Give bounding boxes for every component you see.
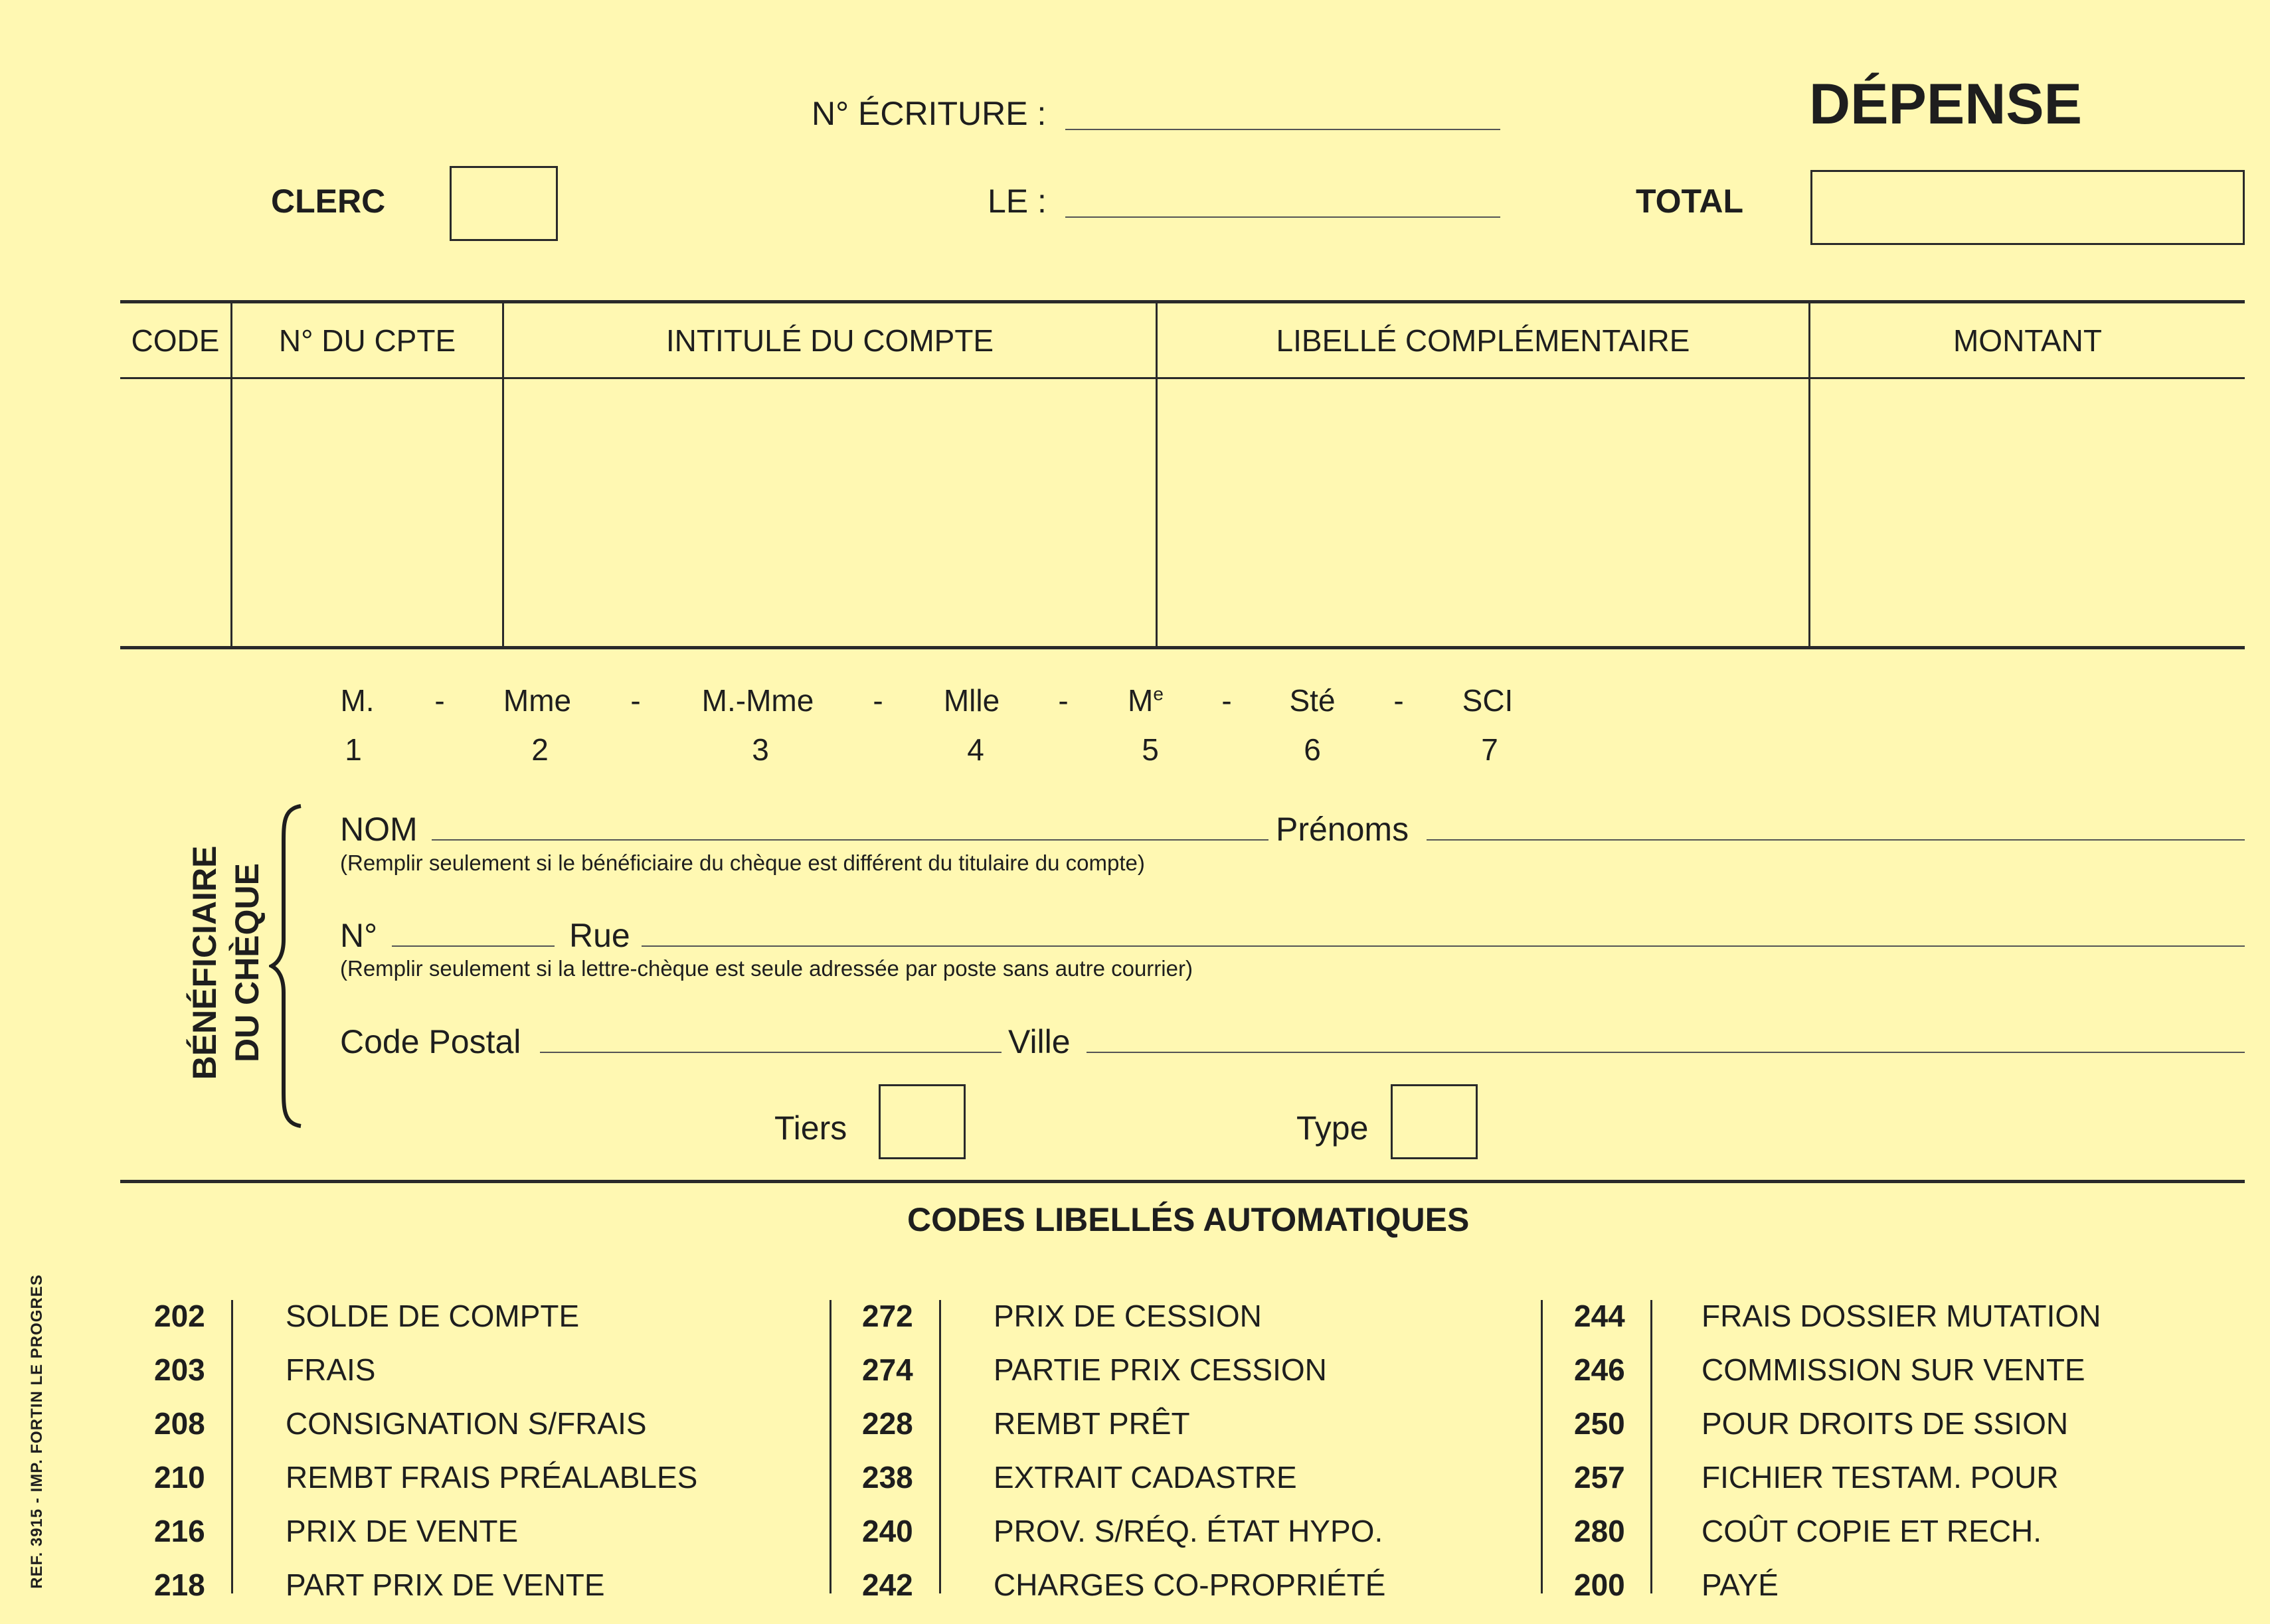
civility-label-me: Me: [1128, 683, 1164, 718]
page-title: DÉPENSE: [1809, 72, 2083, 136]
code-number: 208: [154, 1406, 205, 1441]
code-number: 280: [1574, 1514, 1625, 1548]
col-header-extra-label: LIBELLÉ COMPLÉMENTAIRE: [1276, 323, 1690, 358]
printer-reference: REF. 3915 - IMP. FORTIN LE PROGRES: [28, 1274, 46, 1589]
rue-field[interactable]: [642, 945, 2245, 947]
numero-label: N°: [340, 917, 378, 954]
code-label: PAYÉ: [1702, 1568, 1779, 1602]
col-header-code: CODE: [131, 323, 220, 358]
civility-number: 7: [1481, 732, 1498, 767]
code-number: 250: [1574, 1406, 1625, 1441]
code-number: 218: [154, 1568, 205, 1602]
code-number: 240: [862, 1514, 913, 1548]
rue-label: Rue: [569, 917, 630, 954]
code-label: FRAIS DOSSIER MUTATION: [1702, 1299, 2101, 1333]
tiers-box[interactable]: [879, 1084, 966, 1159]
civility-separator: -: [1221, 683, 1232, 718]
codes-column-divider: [829, 1300, 831, 1593]
prenoms-field[interactable]: [1427, 839, 2245, 841]
beneficiary-side-title-line2: DU CHÈQUE: [228, 862, 266, 1063]
col-header-amount: MONTANT: [1953, 323, 2102, 358]
code-number: 202: [154, 1299, 205, 1333]
civility-label: M.-Mme: [701, 683, 814, 718]
code-label: COMMISSION SUR VENTE: [1702, 1352, 2085, 1387]
code-label: PRIX DE CESSION: [994, 1299, 1262, 1333]
civility-number: 3: [752, 732, 769, 767]
civility-label: SCI: [1462, 683, 1514, 718]
civility-separator: -: [434, 683, 445, 718]
codes-column-divider: [231, 1300, 233, 1593]
civility-number: 5: [1142, 732, 1159, 767]
civility-separator: -: [1393, 683, 1404, 718]
code-number: 216: [154, 1514, 205, 1548]
ecriture-label: N° ÉCRITURE :: [812, 95, 1047, 132]
ville-label: Ville: [1008, 1023, 1071, 1060]
code-label: COÛT COPIE ET RECH.: [1702, 1514, 2042, 1548]
codes-title: CODES LIBELLÉS AUTOMATIQUES: [907, 1201, 1470, 1238]
code-label: PRIX DE VENTE: [286, 1514, 519, 1548]
curly-brace-icon: [269, 803, 309, 1129]
total-label: TOTAL: [1636, 183, 1744, 220]
code-postal-label: Code Postal: [340, 1023, 521, 1060]
code-number: 238: [862, 1460, 913, 1495]
nom-label: NOM: [340, 811, 418, 848]
code-number: 272: [862, 1299, 913, 1333]
code-label: REMBT PRÊT: [994, 1406, 1190, 1441]
code-number: 274: [862, 1352, 913, 1387]
civility-label: M.: [340, 683, 375, 718]
code-postal-field[interactable]: [540, 1052, 1002, 1053]
ville-field[interactable]: [1087, 1052, 2245, 1053]
code-number: 246: [1574, 1352, 1625, 1387]
code-label: CHARGES CO-PROPRIÉTÉ: [994, 1568, 1386, 1602]
ecriture-field[interactable]: [1065, 129, 1500, 130]
prenoms-label: Prénoms: [1276, 811, 1409, 848]
civility-label: Mlle: [943, 683, 1000, 718]
total-box[interactable]: [1810, 170, 2245, 245]
le-field[interactable]: [1065, 216, 1500, 218]
civility-number: 4: [967, 732, 984, 767]
code-number: 200: [1574, 1568, 1625, 1602]
civility-number: 2: [531, 732, 549, 767]
civility-label: Sté: [1289, 683, 1336, 718]
civility-separator: -: [1058, 683, 1069, 718]
code-label: POUR DROITS DE SSION: [1702, 1406, 2069, 1441]
type-label: Type: [1296, 1109, 1369, 1147]
civility-number: 1: [345, 732, 362, 767]
civility-number: 6: [1304, 732, 1321, 767]
code-number: 203: [154, 1352, 205, 1387]
code-label: REMBT FRAIS PRÉALABLES: [286, 1460, 698, 1495]
table-bottom-rule: [120, 646, 2245, 649]
codes-column-divider: [1650, 1300, 1652, 1593]
cell-extra-label[interactable]: [1158, 379, 1808, 646]
type-box[interactable]: [1391, 1084, 1478, 1159]
col-header-account-number: N° DU CPTE: [278, 323, 456, 358]
cell-code[interactable]: [120, 379, 230, 646]
code-label: PROV. S/RÉQ. ÉTAT HYPO.: [994, 1514, 1383, 1548]
cell-amount[interactable]: [1810, 379, 2245, 646]
nom-note: (Remplir seulement si le bénéficiaire du chèque est différent du titulaire du compte): [340, 851, 1145, 875]
clerc-label: CLERC: [271, 183, 386, 220]
civility-label-letter: M: [1128, 683, 1154, 718]
code-label: SOLDE DE COMPTE: [286, 1299, 580, 1333]
clerc-box[interactable]: [450, 166, 558, 241]
civility-label: Mme: [503, 683, 572, 718]
cell-account-title[interactable]: [504, 379, 1156, 646]
tiers-label: Tiers: [774, 1109, 847, 1147]
code-number: 244: [1574, 1299, 1625, 1333]
beneficiary-side-title: [183, 777, 268, 1149]
code-label: FICHIER TESTAM. POUR: [1702, 1460, 2059, 1495]
nom-field[interactable]: [432, 839, 1268, 841]
rue-note: (Remplir seulement si la lettre-chèque est seule adressée par poste sans autre courrier): [340, 956, 1193, 981]
code-number: 228: [862, 1406, 913, 1441]
cell-account-number[interactable]: [232, 379, 502, 646]
code-number: 257: [1574, 1460, 1625, 1495]
codes-column-divider: [1541, 1300, 1543, 1593]
numero-field[interactable]: [392, 945, 555, 947]
code-label: PART PRIX DE VENTE: [286, 1568, 605, 1602]
code-number: 210: [154, 1460, 205, 1495]
code-label: EXTRAIT CADASTRE: [994, 1460, 1297, 1495]
code-label: PARTIE PRIX CESSION: [994, 1352, 1327, 1387]
civility-separator: -: [630, 683, 641, 718]
code-number: 242: [862, 1568, 913, 1602]
col-header-account-title: INTITULÉ DU COMPTE: [665, 323, 994, 358]
le-label: LE :: [988, 183, 1047, 220]
beneficiary-side-title-line1: BÉNÉFICIAIRE: [186, 845, 223, 1080]
section-divider: [120, 1180, 2245, 1183]
code-label: FRAIS: [286, 1352, 376, 1387]
code-label: CONSIGNATION S/FRAIS: [286, 1406, 647, 1441]
civility-separator: -: [873, 683, 883, 718]
codes-column-divider: [939, 1300, 941, 1593]
